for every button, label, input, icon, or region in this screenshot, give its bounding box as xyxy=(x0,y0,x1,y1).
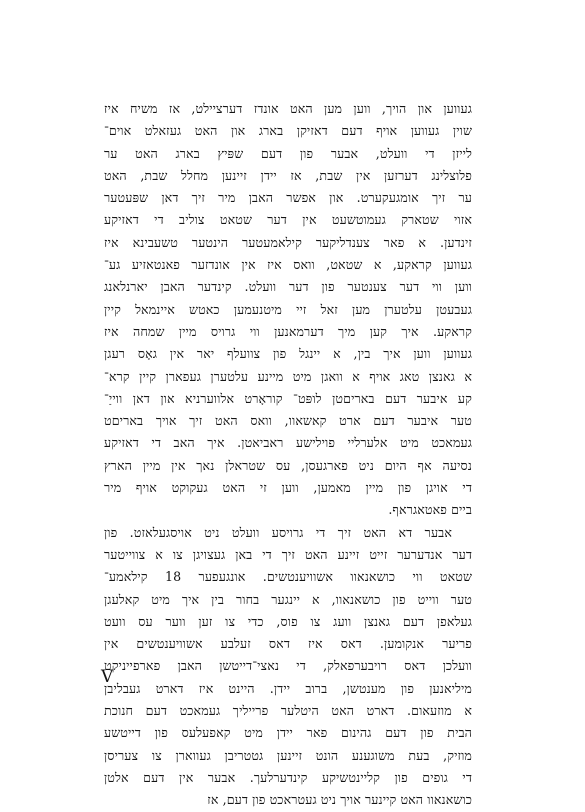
text-line: געווען קראקע, א שטאט, וואס איז אין אונדזער פאנטאזיע גע־ xyxy=(104,257,472,273)
text-line: ווען ווי דער צענטער פון דער וועלט. קינדער האבן יארנלאנג xyxy=(104,279,472,295)
text-line: פלוצלינג דערזען אין שבת, אז יידן זיינען מחלל שבת, האט xyxy=(104,167,472,183)
text-line: לייזן די וועלט, אבער פון דעם שפּיץ בארג האט ער xyxy=(104,145,472,161)
text-line: מיליאנען פון מענטשן, ברוב יידן. היינט איז דארט געבליבן xyxy=(104,680,472,696)
text-line: הבית פון דעם גהינום פאר יידן מיט קאפעלעס פון דייטשע xyxy=(104,725,472,741)
text-line: ער זיך אומגעקערט. און אפשר האבן מיר זיך דאן שפּעטער xyxy=(104,190,472,206)
text-line: געמאכט מיט אלערליי פוילישע ראביאטן. איך האב די דאזיקע xyxy=(104,435,472,451)
text-line: די אויגן פון מיין מאמען, ווען זי האט געקוקט אויף מיר xyxy=(104,480,472,496)
text-line: וועלכן דאס רויבערפאלק, די נאצי־דייטשן האבן פארפייניקט xyxy=(104,658,472,674)
text-block xyxy=(104,98,472,812)
text-line: מוזיק, בעת משוגענע הונט זיינען גטטריבן געווארן צו צעריסן xyxy=(104,747,472,763)
page-number: V xyxy=(101,667,114,687)
text-line: טער איבער דעם ארט קאשאוו, וואס האט זיך אויך באריםט xyxy=(104,413,472,429)
paragraph xyxy=(104,98,472,522)
text-line: שוין געווען אויף דעם דאזיקן בארג און האט געזאלט אוים־ xyxy=(104,123,472,139)
text-line: געווען און הויך, ווען מען האט אונדז דערציילט, אז משיח איז xyxy=(104,101,472,116)
text-line: פריער אנקומען. דאס איז דאס זעלבע אשוויענטשים אין xyxy=(104,636,472,652)
text-line: זינדען. א פאר צענדליקער קילאמעטער הינטער טשעבינא איז xyxy=(104,234,472,250)
text-line: געווען ווען איך בין, א יינגל פון צוועלף יאר אין גאָס רעגן xyxy=(104,346,472,362)
text-line: דער אנדערער זייט זיינע האט זיך די באן געצויגן צו א צווייטער xyxy=(104,546,472,562)
text-line: א גאנצן טאג אויף א וואגן מיט מיינע עלטערן געפארן קיין קרא־ xyxy=(104,368,472,384)
text-line: טער ווייט פון כושאנאוו, א יינגער בחור בין איך מיט קאלעגן xyxy=(104,591,472,607)
text-line: קראקע. איך קען מיך דערמאנען ווי גרויס מיין שמחה איז xyxy=(104,323,472,339)
text-line: שטאט ווי כושאנאוו אשוויענטשים. אונגעפער 18 קילאמע־ xyxy=(104,569,472,585)
text-line: כושאנאוו האט קיינער אויך ניט געטראכט פון דעם, אז xyxy=(207,792,472,808)
text-line: נסיעה אף היום ניט פארגעסן, עס שטראלן נאך אין מיין הארץ xyxy=(104,457,472,473)
text-line: אבער דא האט זיך די גרויסע וועלט ניט אויסגעלאזט. פון xyxy=(104,524,452,540)
text-line: קע איבער דעם באריםטן לופּט־ קוראָרט אלווערניא און דאן ווייַ־ xyxy=(104,390,472,406)
text-line: געבעטן עלטערן מען זאל זיי מיטנעמען כאטש איינמאל קיין xyxy=(104,301,472,317)
text-line: אזוי שטארק געמוטשעט אין דער שטאט צוליב די דאזיקע xyxy=(104,212,472,228)
text-line: די גופים פון קליינטשיקע קינדערלעך. אבער אין דעם אלטן xyxy=(104,769,472,785)
paragraph xyxy=(104,522,472,812)
text-line: געלאפן דעם גאנצן וועג צו פוס, כדי צו זען ווער עס וועט xyxy=(104,613,472,629)
text-line: ביים פאטאגראף. xyxy=(388,502,472,518)
text-line: א מוזעאום. דארט האט היטלער פרייליך געמאכט דעם חנוכת xyxy=(104,703,472,719)
